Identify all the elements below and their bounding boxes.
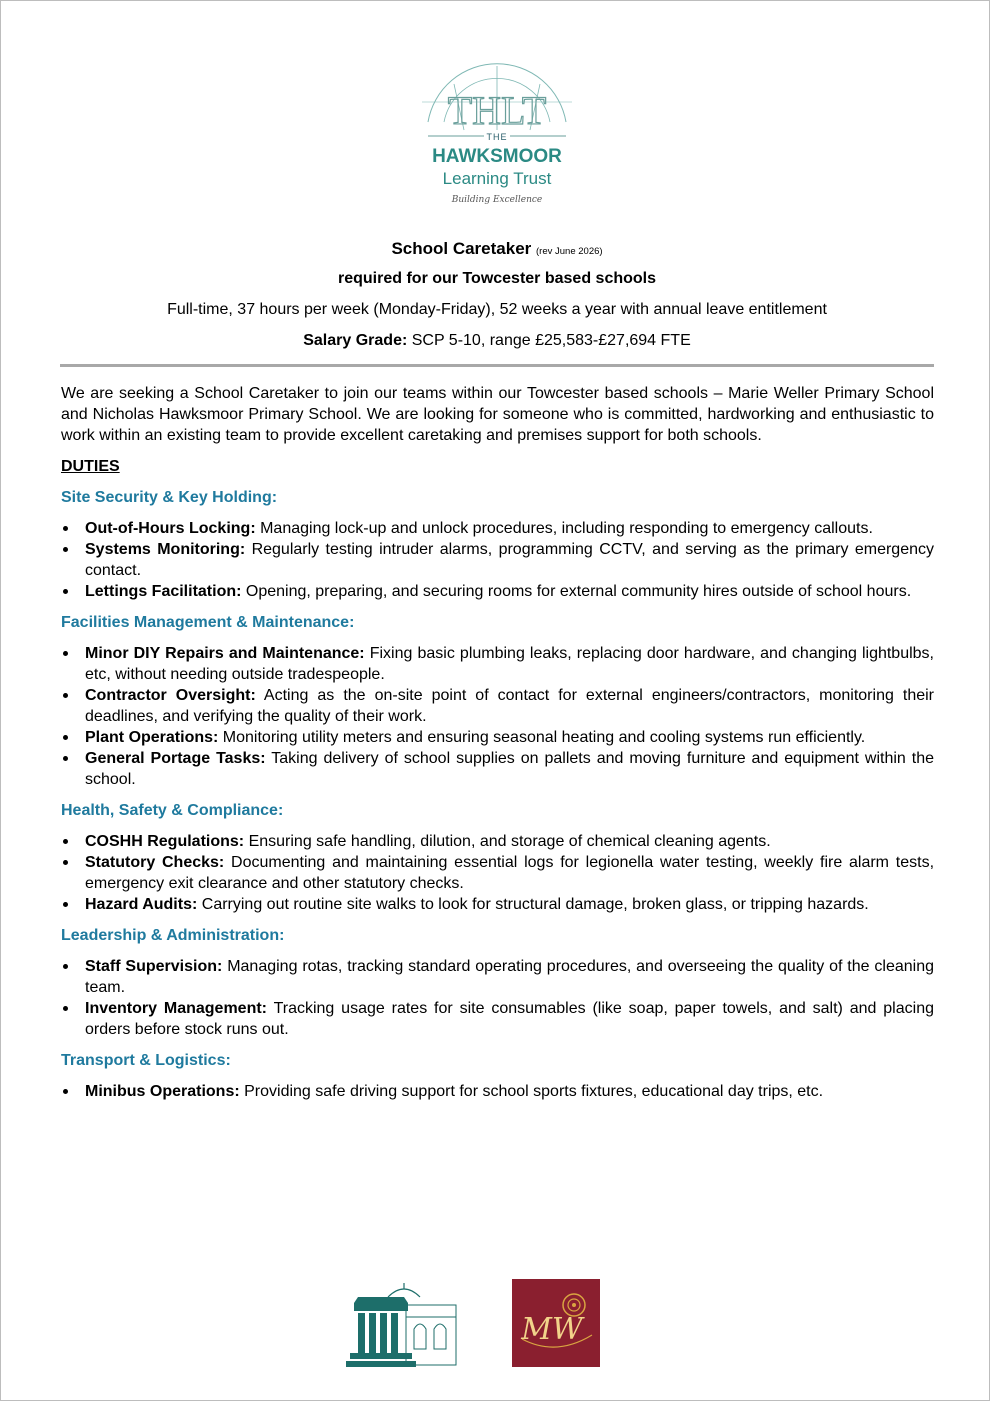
duty-text: Monitoring utility meters and ensuring seasonal heating and cooling systems run efficiently. [218, 729, 866, 746]
duty-text: Opening, preparing, and securing rooms for external community hires outside of school hours. [241, 583, 912, 600]
duty-label: COSHH Regulations: [85, 833, 245, 850]
duty-label: Contractor Oversight: [85, 687, 256, 704]
logo-the: THE [486, 132, 508, 142]
section-heading: Facilities Management & Maintenance: [61, 614, 355, 631]
salary-label: Salary Grade: [303, 332, 408, 349]
job-title: School Caretaker [391, 239, 532, 258]
duty-text: Ensuring safe handling, dilution, and storage of chemical cleaning agents. [244, 833, 771, 850]
duty-item [61, 727, 934, 748]
duty-item [61, 643, 934, 685]
intro-paragraph: We are seeking a School Caretaker to join our teams within our Towcester based schools – Marie Weller Primary School and Nicholas Hawksmoor Primary School. We are looking for someone who is committed, hardworking and enthusiastic to work within an existing team to provide excellent caretaking and premises support for both schools. [61, 385, 934, 444]
duty-item [61, 894, 934, 915]
duty-item [61, 539, 934, 581]
duty-item [61, 581, 934, 602]
duty-text: Managing lock-up and unlock procedures, including responding to emergency callouts. [255, 520, 873, 537]
duty-list [61, 643, 934, 790]
duties-heading: DUTIES [61, 458, 120, 475]
duty-label: Systems Monitoring: [85, 541, 246, 558]
duty-list [61, 1081, 934, 1102]
logo-tagline: Building Excellence [451, 195, 543, 205]
duty-item [61, 956, 934, 998]
section-heading: Transport & Logistics: [61, 1052, 231, 1069]
duty-label: Out-of-Hours Locking: [85, 520, 256, 537]
nicholas-hawksmoor-school-logo [344, 1279, 462, 1373]
duty-label: Staff Supervision: [85, 958, 223, 975]
section-heading: Site Security & Key Holding: [61, 489, 278, 506]
duty-label: General Portage Tasks: [85, 750, 266, 767]
duty-text: Managing rotas, tracking standard operating procedures, and overseeing the quality of the cleaning team. [85, 958, 934, 996]
duty-text: Carrying out routine site walks to look for structural damage, broken glass, or tripping hazards. [197, 896, 869, 913]
logo-name: HAWKSMOOR [432, 146, 562, 167]
logo-sub: Learning Trust [442, 169, 552, 188]
header-divider [60, 364, 934, 367]
duty-text: Documenting and maintaining essential logs for legionella water testing, weekly fire alarm tests, emergency exit clearance and other statutory checks. [85, 854, 935, 892]
duty-item [61, 685, 934, 727]
duty-text: Taking delivery of school supplies on pallets and moving furniture and equipment within the school. [85, 750, 935, 788]
duty-item [61, 748, 934, 790]
duty-list [61, 518, 934, 602]
duty-label: Inventory Management: [85, 1000, 267, 1017]
duty-item [61, 831, 934, 852]
duty-label: Plant Operations: [85, 729, 219, 746]
building-crest-icon [344, 1279, 462, 1373]
marie-weller-school-logo [512, 1279, 600, 1367]
duty-text: Acting as the on-site point of contact for external engineers/contractors, monitoring their deadlines, and verifying the quality of their work. [85, 687, 934, 725]
duty-text: Regularly testing intruder alarms, programming CCTV, and serving as the primary emergency contact. [85, 541, 934, 579]
duty-text: Fixing basic plumbing leaks, replacing door hardware, and changing lightbulbs, etc, without needing outside tradespeople. [85, 645, 935, 683]
duty-item [61, 998, 934, 1040]
duty-label: Hazard Audits: [85, 896, 198, 913]
duty-label: Lettings Facilitation: [85, 583, 242, 600]
section-heading: Leadership & Administration: [61, 927, 285, 944]
duty-label: Minibus Operations: [85, 1083, 240, 1100]
duty-item [61, 852, 934, 894]
duty-text: Tracking usage rates for site consumables (like soap, paper towels, and salt) and placing orders before stock runs out. [85, 1000, 934, 1038]
duty-text: Providing safe driving support for school sports fixtures, educational day trips, etc. [239, 1083, 824, 1100]
duty-item [61, 518, 934, 539]
duty-item [61, 1081, 934, 1102]
logo-monogram: THLT [447, 88, 547, 133]
job-subtitle: required for our Towcester based schools [338, 270, 656, 287]
duty-list [61, 831, 934, 915]
job-hours: Full-time, 37 hours per week (Monday-Friday), 52 weeks a year with annual leave entitlement [167, 301, 827, 318]
salary-line [60, 332, 934, 350]
duty-label: Statutory Checks: [85, 854, 225, 871]
mw-monogram: MW [521, 1312, 583, 1347]
section-heading: Health, Safety & Compliance: [61, 802, 284, 819]
duty-list [61, 956, 934, 1040]
duty-label: Minor DIY Repairs and Maintenance: [85, 645, 365, 662]
job-title-line [60, 239, 934, 259]
salary-value: SCP 5-10, range £25,583-£27,694 FTE [407, 332, 691, 349]
job-description [61, 383, 934, 1112]
trust-logo [414, 62, 580, 212]
revision-note: (rev June 2026) [536, 246, 603, 257]
